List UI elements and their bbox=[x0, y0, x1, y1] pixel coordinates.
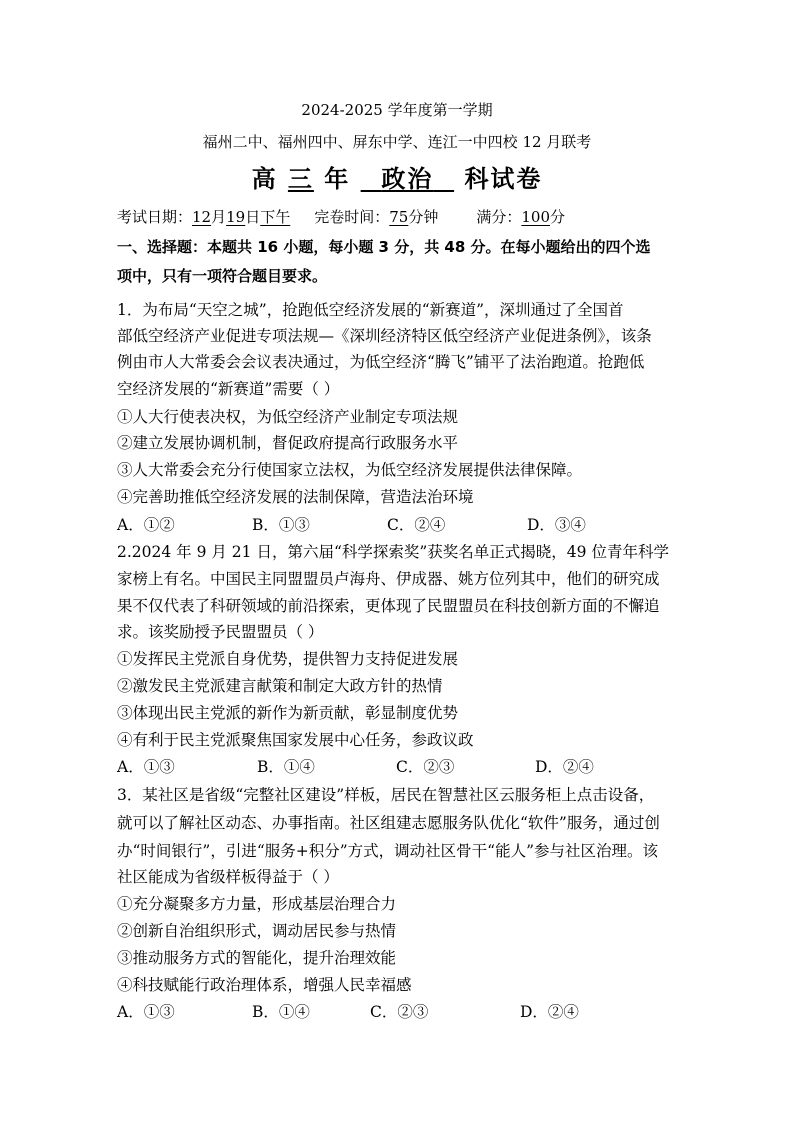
option-a[interactable]: A．①③ bbox=[117, 758, 175, 776]
option-b[interactable]: B．①③ bbox=[252, 516, 310, 534]
q3-stem-line: 就可以了解社区动态、办事指南。社区组建志愿服务队优化“软件”服务，通过创 bbox=[117, 814, 660, 832]
q2-stem-line: 果不仅代表了科研领域的前沿探索，更体现了民盟盟员在科技创新方面的不懈追 bbox=[117, 597, 660, 615]
title-post: 科试卷 bbox=[464, 164, 543, 193]
q1-item: ①人大行使表决权，为低空经济产业制定专项法规 bbox=[117, 408, 459, 426]
q3-item: ④科技赋能行政治理体系，增强人民幸福感 bbox=[117, 976, 412, 994]
title-grade: 三 bbox=[287, 164, 314, 193]
q1-stem-line: 部低空经济产业促进专项法规—《深圳经济特区低空经济产业促进条例》，该条 bbox=[117, 327, 652, 345]
date-label: 考试日期： bbox=[117, 208, 193, 226]
title-subject: 政治 bbox=[381, 164, 434, 193]
q3-item: ①充分凝聚多方力量，形成基层治理合力 bbox=[117, 895, 397, 913]
option-a[interactable]: A．①② bbox=[117, 516, 175, 534]
option-d[interactable]: D．②④ bbox=[520, 1003, 579, 1021]
time-label: 完卷时间： bbox=[314, 208, 390, 226]
option-d[interactable]: D．③④ bbox=[527, 516, 586, 534]
q1-item: ②建立发展协调机制，督促政府提高行政服务水平 bbox=[117, 434, 459, 452]
exam-title bbox=[0, 163, 794, 195]
q3-stem-line: 办“时间银行”，引进“服务+积分”方式，调动社区骨干“能人”参与社区治理。该 bbox=[117, 842, 659, 860]
schools-line: 福州二中、福州四中、屏东中学、连江一中四校 12 月联考 bbox=[202, 133, 592, 151]
q2-stem-line: 2.2024 年 9 月 21 日，第六届“科学探索奖”获奖名单正式揭晓，49 位青年科学 bbox=[117, 543, 669, 561]
option-a[interactable]: A．①③ bbox=[117, 1003, 175, 1021]
q3-stem-line: 3．某社区是省级“完整社区建设”样板，居民在智慧社区云服务柜上点击设备， bbox=[117, 786, 655, 804]
q3-item: ③推动服务方式的智能化，提升治理效能 bbox=[117, 949, 397, 967]
q2-stem-line: 求。该奖励授予民盟盟员（ ） bbox=[117, 623, 324, 641]
option-c[interactable]: C．②③ bbox=[370, 1003, 429, 1021]
score-label: 满分： bbox=[476, 208, 522, 226]
section-heading-2: 项中，只有一项符合题目要求。 bbox=[117, 267, 328, 285]
section-heading-1: 一、选择题：本题共 16 小题，每小题 3 分，共 48 分。在每小题给出的四个选 bbox=[117, 238, 651, 256]
title-mid: 年 bbox=[324, 164, 351, 193]
exam-day: 19 bbox=[226, 208, 246, 226]
option-c[interactable]: C．②④ bbox=[387, 516, 446, 534]
q1-item: ④完善助推低空经济发展的法制保障，营造法治环境 bbox=[117, 488, 474, 506]
exam-period: 下午 bbox=[260, 208, 291, 226]
score-unit: 分 bbox=[550, 208, 566, 226]
q1-stem-line: 1．为布局“天空之城”，抢跑低空经济发展的“新赛道”，深圳通过了全国首 bbox=[117, 301, 624, 319]
option-d[interactable]: D．②④ bbox=[535, 758, 594, 776]
q2-item: ①发挥民主党派自身优势，提供智力支持促进发展 bbox=[117, 650, 459, 668]
exam-minutes: 75 bbox=[389, 208, 409, 226]
exam-info bbox=[117, 206, 565, 228]
q2-item: ②激发民主党派建言献策和制定大政方针的热情 bbox=[117, 677, 443, 695]
day-label: 日 bbox=[245, 208, 261, 226]
term-line: 2024-2025 学年度第一学期 bbox=[301, 101, 493, 119]
q2-item: ③体现出民主党派的新作为新贡献，彰显制度优势 bbox=[117, 704, 459, 722]
minutes-label: 分钟 bbox=[408, 208, 439, 226]
q1-stem-line: 空经济发展的“新赛道”需要（ ） bbox=[117, 380, 340, 398]
exam-score: 100 bbox=[521, 208, 551, 226]
option-b[interactable]: B．①④ bbox=[257, 758, 315, 776]
option-c[interactable]: C．②③ bbox=[396, 758, 455, 776]
q2-stem-line: 家榜上有名。中国民主同盟盟员卢海舟、伊成器、姚方位列其中，他们的研究成 bbox=[117, 570, 660, 588]
q2-item: ④有利于民主党派聚焦国家发展中心任务，参政议政 bbox=[117, 731, 474, 749]
month-label: 月 bbox=[211, 208, 227, 226]
q1-stem-line: 例由市人大常委会会议表决通过，为低空经济“腾飞”铺平了法治跑道。抢跑低 bbox=[117, 353, 645, 371]
option-b[interactable]: B．①④ bbox=[252, 1003, 310, 1021]
q3-stem-line: 社区能成为省级样板得益于（ ） bbox=[117, 868, 339, 886]
q3-item: ②创新自治组织形式，调动居民参与热情 bbox=[117, 922, 397, 940]
title-pre: 高 bbox=[251, 164, 278, 193]
q1-item: ③人大常委会充分行使国家立法权，为低空经济发展提供法律保障。 bbox=[117, 461, 583, 479]
exam-month: 12 bbox=[192, 208, 212, 226]
